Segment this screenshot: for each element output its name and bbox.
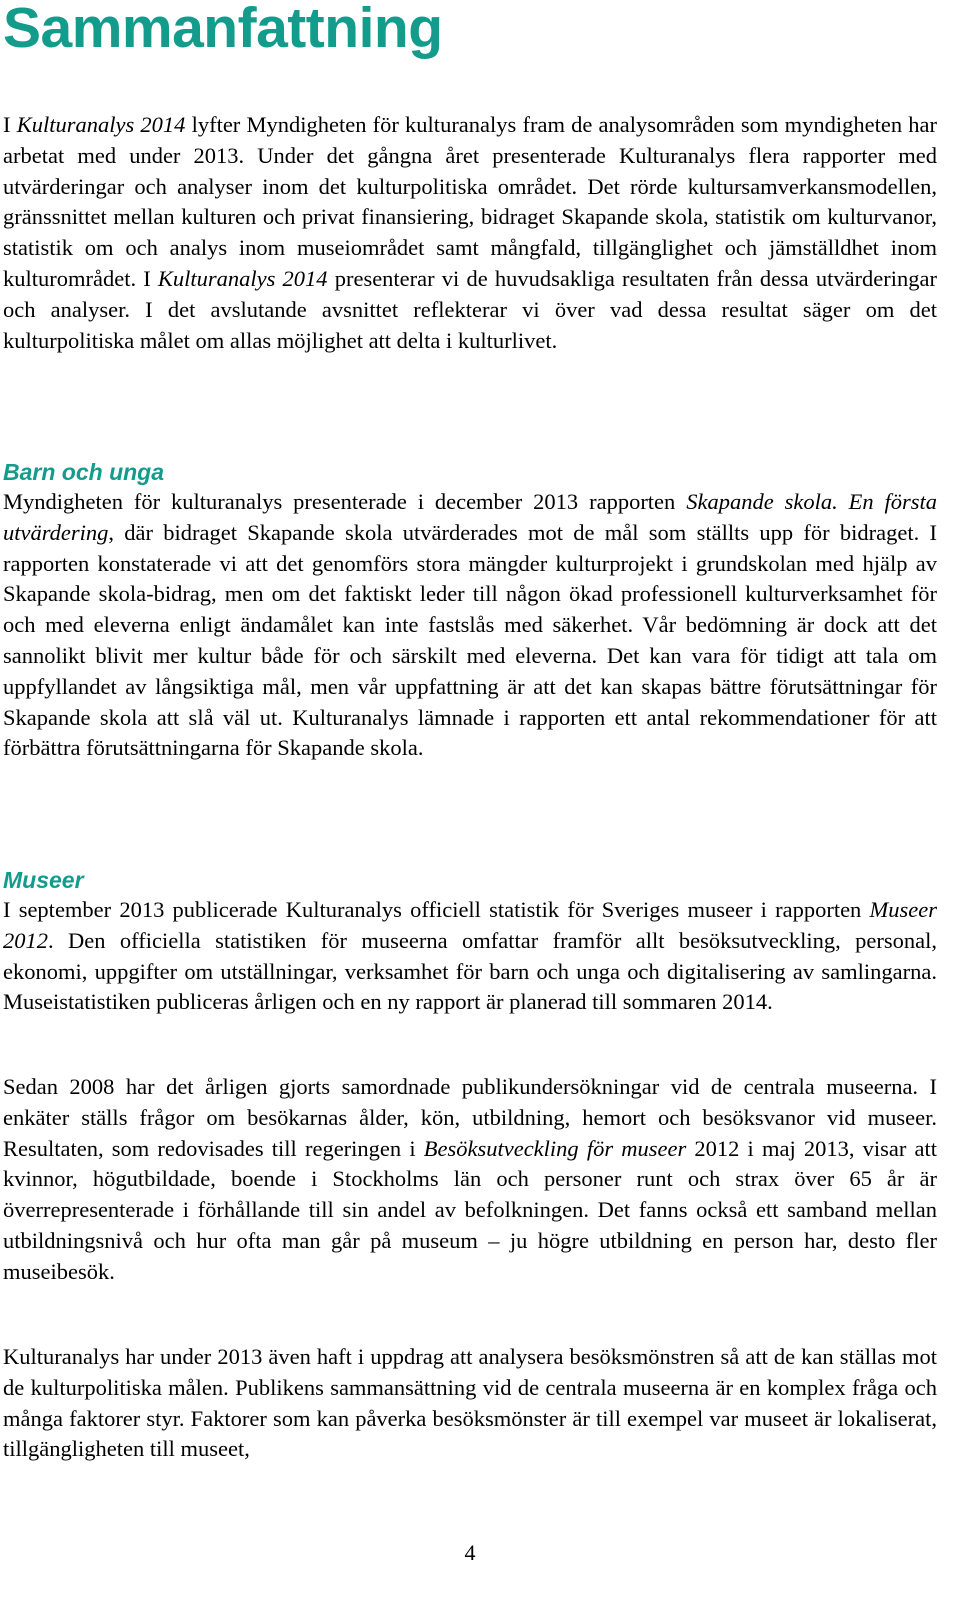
section-heading-barn-och-unga: Barn och unga xyxy=(3,459,165,485)
italic-title: Kulturanalys 2014 xyxy=(157,265,328,291)
text-run: . Den officiella statistiken för museerna omfattar framför allt besöksutveckling, personal, ekonomi, uppgifter om utställningar, verksamhet för barn och unga och digitalisering av samlingarna. Museistatistiken publiceras årligen och en ny rapport är planerad till sommaren 2014. xyxy=(3,927,937,1015)
section-heading-museer: Museer xyxy=(3,867,84,893)
text-run: lyfter Myndigheten för kulturanalys fram de analysområden som myndigheten har arbetat med under 2013. Under det gångna året presenterade Kulturanalys flera rapporter med utvärderingar och analyser inom det kulturpolitiska området. Det rörde kultursamverkansmodellen, gränssnittet mellan kulturen och privat finansiering, bidraget Skapande skola, statistik om kulturvanor, statistik om och analys inom museiområdet samt mångfald, tillgänglighet och jämställdhet inom kulturområdet. I xyxy=(3,112,938,291)
section-paragraph xyxy=(3,895,937,1018)
text-run: I september 2013 publicerade Kulturanalys officiell statistik för Sveriges museer i rapporten xyxy=(3,897,870,922)
italic-title: Museer 2012 xyxy=(3,897,937,953)
text-run: presenterar vi de huvudsakliga resultaten från dessa utvärderingar och analyser. I det avslutande avsnittet reflekterar vi över vad dessa resultat säger om det kulturpolitiska målet om allas möjlighet att delta i kulturlivet. xyxy=(3,265,938,353)
text-run: I xyxy=(3,112,17,137)
italic-title: Besöksutveckling för museer xyxy=(423,1135,687,1161)
text-run: Myndigheten för kulturanalys presenterade i december 2013 rapporten xyxy=(3,489,687,514)
section-paragraph: Kulturanalys har under 2013 även haft i uppdrag att analysera besöksmönstren så att de kan ställas mot de kulturpolitiska målen. Publikens sammansättning vid de centrala museerna är en komplex fråga och många faktorer styr. Faktorer som kan påverka besöksmönster är till exempel var museet är lokaliserat, tillgängligheten till museet, xyxy=(3,1344,937,1462)
page-title: Sammanfattning xyxy=(3,0,443,60)
section-paragraph xyxy=(3,487,937,764)
section-paragraph xyxy=(3,1072,937,1288)
page-number: 4 xyxy=(464,1540,476,1565)
intro-paragraph xyxy=(3,110,937,356)
text-run: , där bidraget Skapande skola utvärderades mot de mål som ställts upp för bidraget. I rapporten konstaterade vi att det genomförs stora mängder kulturprojekt i grundskolan med hjälp av Skapande skola-bidrag, men om det faktiskt leder till någon ökad professionell kulturverksamhet för och med eleverna enligt ändamålet kan inte fastslås med säkerhet. Vår bedömning är dock att det sannolikt blivit mer kultur både för och särskilt med eleverna. Det kan vara för tidigt att tala om uppfyllandet av långsiktiga mål, men vår uppfattning är att det kan skapas bättre förutsättningar för Skapande skola att slå väl ut. Kulturanalys lämnade i rapporten ett antal rekommendationer för att förbättra förutsättningarna för Skapande skola. xyxy=(3,519,937,761)
italic-title: Skapande skola. En första utvärdering xyxy=(3,489,937,545)
text-run: 2012 i maj 2013, visar att kvinnor, högutbildade, boende i Stockholms län och personer runt och strax över 65 år är överrepresenterade i förhållande till sin andel av befolkningen. Det fanns också ett samband mellan utbildningsnivå och hur ofta man går på museum – ju högre utbildning en person har, desto fler museibesök. xyxy=(3,1135,938,1284)
text-run: Sedan 2008 har det årligen gjorts samordnade publikundersökningar vid de centrala museerna. I enkäter ställs frågor om besökarnas ålder, kön, utbildning, hemort och besöksvanor vid museer. Resultaten, som redovisades till regeringen i xyxy=(3,1074,937,1161)
italic-title: Kulturanalys 2014 xyxy=(16,112,186,137)
